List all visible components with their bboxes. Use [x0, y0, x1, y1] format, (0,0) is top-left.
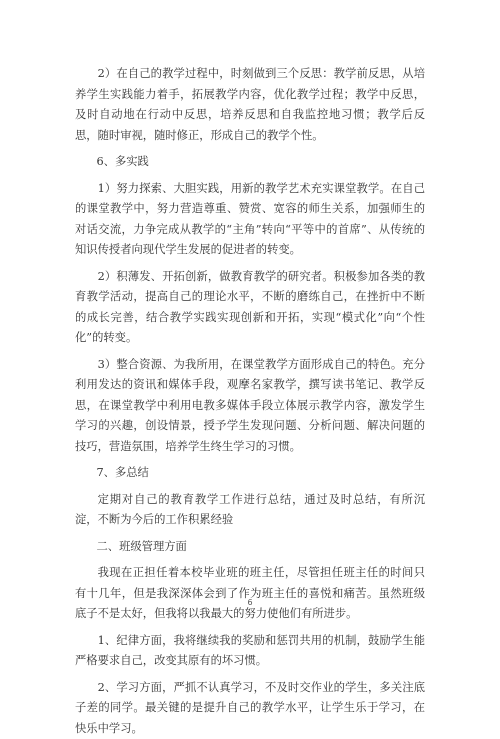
page-number: 6	[0, 598, 500, 607]
paragraph-summary: 定期对自己的教育教学工作进行总结，通过及时总结，有所沉淀，不断为今后的工作积累经验	[75, 490, 425, 531]
paragraph-practice-1: 1）努力探索、大胆实践，用新的教学艺术充实课堂教学。在自己的课堂教学中，努力营造尊重、赞赏、宽容的师生关系，加强师生的对话交流，力争完成从教学的“主角”转向“平等中的首席”、从传统的知识传授者向现代学生发展的促进者的转变。	[75, 179, 425, 261]
paragraph-class-intro: 我现在正担任着本校毕业班的班主任，尽管担任班主任的时间只有十几年，但是我深深体会到了作为班主任的喜悦和痛苦。虽然班级底子不是太好，但我将以我最大的努力使他们有所进步。	[75, 563, 425, 625]
heading-summary: 7、多总结	[75, 463, 425, 484]
paragraph-study: 2、学习方面，严抓不认真学习，不及时交作业的学生，多关注底子差的同学。最关键的是提升自己的教学水平，让学生乐于学习，在快乐中学习。	[75, 678, 425, 739]
paragraph-practice-3: 3）整合资源、为我所用，在课堂教学方面形成自己的特色。充分利用发达的资讯和媒体手段，观摩名家教学，撰写读书笔记、教学反思，在课堂教学中利用电教多媒体手段立体展示教学内容，激发学生学习的兴趣，创设情景，授予学生发现问题、分析问题、解决问题的技巧，营造氛围，培养学生终生学习的习惯。	[75, 355, 425, 458]
heading-practice: 6、多实践	[75, 152, 425, 173]
paragraph-practice-2: 2）积薄发、开拓创新，做教育教学的研究者。积极参加各类的教育教学活动，提高自己的理论水平，不断的磨练自己，在挫折中不断的成长完善，结合教学实践实现创新和开拓，实现“模式化”向“个性化”的转变。	[75, 267, 425, 349]
heading-class-management: 二、班级管理方面	[75, 537, 425, 558]
paragraph-reflection: 2）在自己的教学过程中，时刻做到三个反思：教学前反思，从培养学生实践能力着手，拓展教学内容，优化教学过程；教学中反思，及时自动地在行动中反思，培养反思和自我监控地习惯；教学后反思，随时审视，随时修正，形成自己的教学个性。	[75, 64, 425, 146]
paragraph-discipline: 1、纪律方面，我将继续我的奖励和惩罚共用的机制，鼓励学生能严格要求自己，改变其原有的坏习惯。	[75, 631, 425, 672]
document-body	[75, 64, 425, 739]
